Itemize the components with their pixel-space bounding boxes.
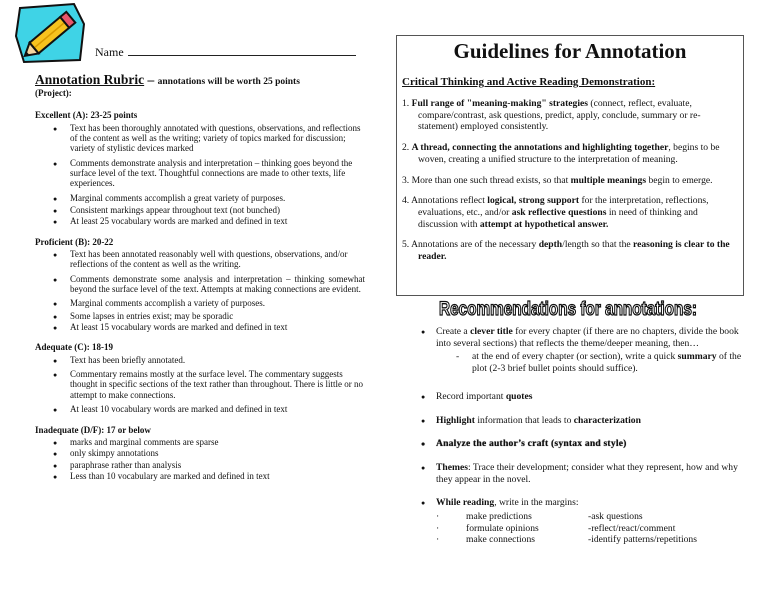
item-text: in need of thinking and discussion with: [418, 206, 698, 230]
item-text: , begins to be woven, creating a unified structure to the interpretation of meaning.: [418, 142, 720, 165]
item-number: 5.: [402, 239, 412, 251]
name-underline[interactable]: [128, 44, 356, 56]
item-number: 1.: [402, 98, 412, 109]
list-item: ● Comments demonstrate analysis and interpretation – thinking goes beyond the surface level of the text. Thoughtful connections are made to other texts, life experiences.: [35, 158, 365, 189]
margin-right-text: -identify patterns/repetitions: [588, 534, 697, 546]
pencil-icon: [14, 2, 86, 64]
guideline-item-2: [402, 142, 734, 165]
name-label: Name: [95, 45, 124, 59]
section-heading: [402, 76, 655, 88]
guideline-item-1: [402, 98, 734, 133]
item-text: Annotations reflect: [411, 195, 488, 207]
margin-right-text: -reflect/react/comment: [588, 522, 676, 534]
item-number: 4.: [402, 195, 412, 207]
item-bold: ask reflective questions: [511, 206, 607, 218]
rubric-project-label: (Project):: [35, 87, 72, 98]
item-bold: While reading: [436, 497, 495, 509]
list-item: ● Comments demonstrate some analysis and interpretation – thinking somewhat beyond the surface level of the text. Attempts at making connections are evident.: [35, 274, 365, 295]
item-text: information that leads to: [474, 414, 574, 426]
rec-item-highlight: [418, 415, 748, 427]
level-heading-inadequate: Inadequate (D/F): 17 or below: [35, 424, 151, 435]
row-dot: ·: [436, 522, 440, 534]
list-item: ● only skimpy annotations: [35, 448, 365, 458]
item-text: More than one such thread exists, so that: [411, 174, 571, 186]
item-bold: Highlight: [436, 414, 475, 426]
item-bold: summary: [677, 351, 717, 363]
list-item: ● At least 25 vocabulary words are marked and defined in text: [35, 216, 365, 226]
margin-left-text: formulate opinions: [466, 522, 539, 534]
rubric-title-text: Annotation Rubric: [35, 72, 145, 87]
item-text: begin to emerge.: [646, 174, 713, 186]
rec-subitem-summary: [454, 351, 748, 374]
list-item: ● Less than 10 vocabulary are marked and defined in text: [35, 471, 365, 481]
list-item: ● Text has been briefly annotated.: [35, 355, 365, 365]
item-bold: depth: [538, 239, 563, 251]
level-list-inadequate: [35, 437, 365, 481]
name-field[interactable]: [95, 44, 356, 60]
recommendations-list: [418, 326, 748, 546]
level-heading-adequate: Adequate (C): 18-19: [35, 342, 113, 353]
banner-text: Recommendations for annotations:: [439, 299, 697, 320]
list-item: ● paraphrase rather than analysis: [35, 460, 365, 470]
item-bold: clever title: [470, 326, 513, 337]
level-list-adequate: [35, 355, 365, 415]
list-item: ● Text has been thoroughly annotated with questions, observations, and reflections of the content as well as the writing; variety of topics marked for discussion; variety of stylistic devices marked: [35, 123, 365, 154]
item-text: : Trace their development; consider what they represent, how and why they appear in the novel.: [436, 461, 738, 485]
section-heading-text: Critical Thinking and Active Reading Demonstration: [402, 76, 652, 88]
level-list-proficient: [35, 249, 365, 332]
item-text: Create a: [436, 326, 471, 337]
list-item: ● Marginal comments accomplish a great variety of purposes.: [35, 193, 365, 203]
list-item: ● Text has been annotated reasonably well with questions, observations, and/or reflections of the content as well as the writing.: [35, 249, 365, 270]
item-text: , write in the margins:: [494, 497, 579, 509]
item-text: at the end of every chapter (or section), write a quick: [472, 351, 678, 363]
rubric-dash: –: [144, 72, 158, 87]
item-text: (connect, reflect, evaluate, compare/contrast, ask questions, predict, apply, conclude, summary or re-statement) employed consistently.: [418, 98, 701, 133]
annotation-rubric: [35, 72, 365, 482]
list-item: ● At least 10 vocabulary words are marked and defined in text: [35, 404, 365, 414]
item-bold: Themes: [436, 461, 468, 473]
guidelines-box: [396, 35, 744, 296]
item-bold: multiple meanings: [570, 174, 647, 186]
item-bold: reasoning is clear to the reader.: [418, 239, 730, 263]
guideline-item-5: [402, 239, 734, 262]
level-heading-proficient: Proficient (B): 20-22: [35, 236, 114, 247]
rec-item-themes: [418, 462, 748, 485]
item-bold: characterization: [573, 414, 641, 426]
rec-item-craft: ● Analyze the author’s craft (syntax and style): [418, 438, 748, 450]
row-dot: ·: [436, 534, 440, 546]
level-list-excellent: [35, 123, 365, 227]
list-item: ● Marginal comments accomplish a variety of purposes.: [35, 298, 365, 308]
guideline-item-3: [402, 175, 734, 187]
item-bold: Full range of "meaning-making" strategies: [411, 98, 588, 109]
margin-row: [418, 511, 748, 523]
item-number: 3.: [402, 174, 412, 186]
rubric-subtitle: annotations will be worth 25 points: [157, 77, 300, 87]
list-item: ● Commentary remains mostly at the surface level. The commentary suggests thought in specific sections of the text rather than throughout. There is little or no attempt to make connections.: [35, 369, 365, 400]
list-item: ● Some lapses in entries exist; may be sporadic: [35, 311, 365, 321]
item-text: Annotations are of the necessary: [411, 239, 539, 251]
item-bold: logical, strong support: [487, 195, 580, 207]
item-bold: quotes: [505, 390, 533, 402]
margin-row: [418, 523, 748, 535]
row-dot: ·: [436, 511, 440, 523]
recommendations-banner: [437, 295, 702, 321]
rec-item-quotes: [418, 391, 748, 403]
item-text: for every chapter (if there are no chapters, divide the book into several sections) that reflects the theme/deeper meaning, then…: [436, 326, 739, 349]
margin-left-text: make connections: [466, 534, 535, 546]
item-text: /length so that the: [562, 239, 634, 251]
item-text: for the interpretation, reflections, evaluations, etc., and/or: [418, 195, 709, 218]
page-title: Guidelines for Annotation: [453, 39, 687, 63]
item-bold: attempt at hypothetical answer.: [479, 218, 609, 230]
guidelines-list: [402, 98, 734, 272]
item-text: of the plot (2-3 brief bullet points should suffice).: [472, 351, 742, 375]
item-bold: A thread, connecting the annotations and highlighting together: [411, 142, 669, 154]
rec-item-while-reading: [418, 497, 748, 509]
margin-left-text: make predictions: [466, 511, 532, 523]
guideline-item-4: [402, 195, 734, 230]
rec-item-title: [418, 326, 748, 375]
list-item: ● Consistent markings appear throughout text (not bunched): [35, 205, 365, 215]
section-heading-colon: :: [651, 76, 656, 88]
list-item: ● marks and marginal comments are sparse: [35, 437, 365, 447]
margin-right-text: -ask questions: [588, 511, 643, 523]
item-number: 2.: [402, 142, 412, 154]
list-item: ● At least 15 vocabulary words are marked and defined in text: [35, 322, 365, 332]
level-heading-excellent: Excellent (A): 23-25 points: [35, 110, 138, 121]
rubric-title: [35, 72, 365, 88]
item-text: Record important: [436, 390, 506, 402]
margin-row: [418, 534, 748, 546]
